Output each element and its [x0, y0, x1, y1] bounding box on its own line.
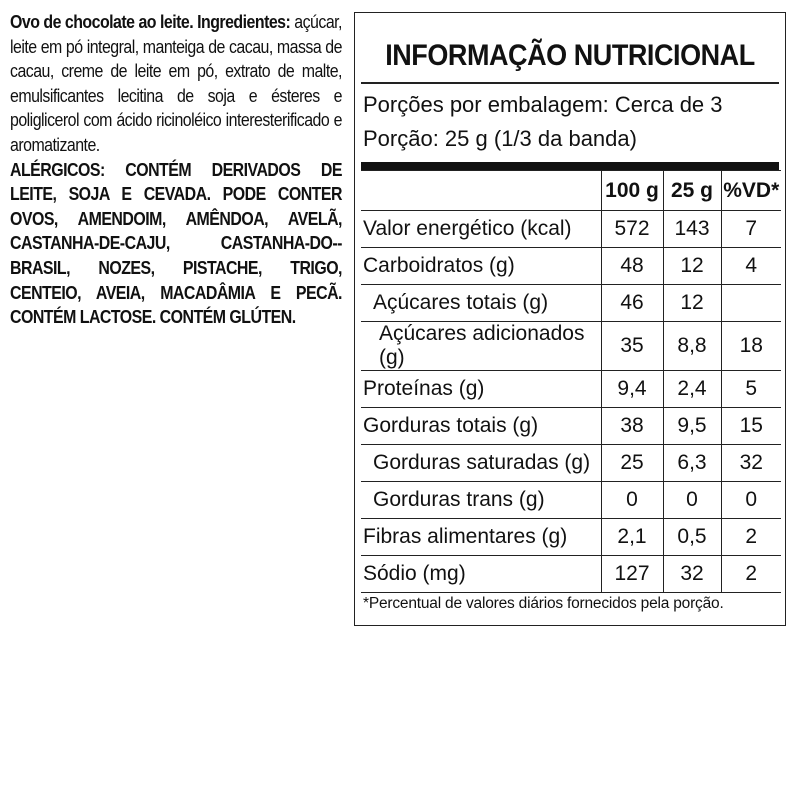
table-row — [361, 371, 781, 408]
value-per-100g: 38 — [601, 408, 663, 445]
value-per-25g: 0 — [663, 482, 721, 519]
ingredients-lead: Ovo de chocolate ao leite. Ingredientes: — [10, 11, 291, 32]
value-per-100g: 46 — [601, 285, 663, 322]
value-per-25g: 9,5 — [663, 408, 721, 445]
daily-value-percent: 0 — [721, 482, 781, 519]
table-row — [361, 248, 781, 285]
nutrient-name: Fibras alimentares (g) — [361, 519, 601, 556]
header-per-100g: 100 g — [601, 171, 663, 211]
thick-divider — [361, 162, 779, 170]
value-per-100g: 572 — [601, 211, 663, 248]
ingredients-text — [10, 10, 342, 330]
panel-title: INFORMAÇÃO NUTRICIONAL — [385, 39, 755, 72]
nutrient-name: Carboidratos (g) — [361, 248, 601, 285]
value-per-100g: 0 — [601, 482, 663, 519]
value-per-100g: 127 — [601, 556, 663, 593]
value-per-25g: 6,3 — [663, 445, 721, 482]
allergens-warning: ALÉRGICOS: CONTÉM DERIVADOS DE LEITE, SOJA E CEVADA. PODE CONTER OVOS, AMENDOIM, AMÊNDOA, AVELÃ, CASTANHA-DE-CAJU, CASTANHA-DO--BRASIL, NOZES, PISTACHE, TRIGO, CENTEIO, AVEIA, MACADÂMIA E PECÃ. CONTÉM LACTOSE. CONTÉM GLÚTEN. — [10, 158, 342, 328]
table-row — [361, 408, 781, 445]
value-per-100g: 25 — [601, 445, 663, 482]
daily-value-percent: 2 — [721, 519, 781, 556]
daily-value-percent — [721, 285, 781, 322]
table-row — [361, 519, 781, 556]
table-header-row — [361, 171, 781, 211]
value-per-100g: 35 — [601, 322, 663, 371]
value-per-100g: 48 — [601, 248, 663, 285]
value-per-25g: 32 — [663, 556, 721, 593]
title-divider — [361, 82, 779, 84]
header-daily-value: %VD* — [721, 171, 781, 211]
daily-value-percent: 7 — [721, 211, 781, 248]
daily-value-percent: 32 — [721, 445, 781, 482]
header-per-25g: 25 g — [663, 171, 721, 211]
nutrient-name: Proteínas (g) — [361, 371, 601, 408]
value-per-25g: 12 — [663, 248, 721, 285]
nutrient-name: Gorduras totais (g) — [361, 408, 601, 445]
value-per-25g: 143 — [663, 211, 721, 248]
table-row — [361, 322, 781, 371]
nutrient-name: Gorduras trans (g) — [361, 482, 601, 519]
table-row — [361, 211, 781, 248]
footnote: *Percentual de valores diários fornecidos pela porção. — [363, 595, 724, 612]
nutrition-facts-panel — [354, 12, 786, 626]
nutrient-name: Gorduras saturadas (g) — [361, 445, 601, 482]
table-row — [361, 285, 781, 322]
value-per-25g: 8,8 — [663, 322, 721, 371]
value-per-25g: 12 — [663, 285, 721, 322]
daily-value-percent: 2 — [721, 556, 781, 593]
table-row — [361, 482, 781, 519]
servings-per-package: Porções por embalagem: Cerca de 3 — [363, 92, 723, 117]
nutrient-name: Sódio (mg) — [361, 556, 601, 593]
value-per-100g: 2,1 — [601, 519, 663, 556]
header-nutrient — [361, 171, 601, 211]
nutrient-name: Açúcares adicionados (g) — [361, 322, 601, 371]
daily-value-percent: 5 — [721, 371, 781, 408]
value-per-25g: 0,5 — [663, 519, 721, 556]
ingredients-list: açúcar, leite em pó integral, manteiga de cacau, massa de cacau, creme de leite em pó, extrato de malte, emulsificantes lecitina de soja e ésteres e poliglicerol com ácido ricinoléico interesterificado e aromatizante. — [10, 11, 342, 155]
nutrition-table — [361, 170, 781, 593]
nutrient-name: Valor energético (kcal) — [361, 211, 601, 248]
daily-value-percent: 18 — [721, 322, 781, 371]
daily-value-percent: 4 — [721, 248, 781, 285]
value-per-100g: 9,4 — [601, 371, 663, 408]
table-row — [361, 556, 781, 593]
serving-size: Porção: 25 g (1/3 da banda) — [363, 126, 637, 151]
servings-info — [363, 88, 723, 156]
value-per-25g: 2,4 — [663, 371, 721, 408]
table-row — [361, 445, 781, 482]
nutrient-name: Açúcares totais (g) — [361, 285, 601, 322]
daily-value-percent: 15 — [721, 408, 781, 445]
